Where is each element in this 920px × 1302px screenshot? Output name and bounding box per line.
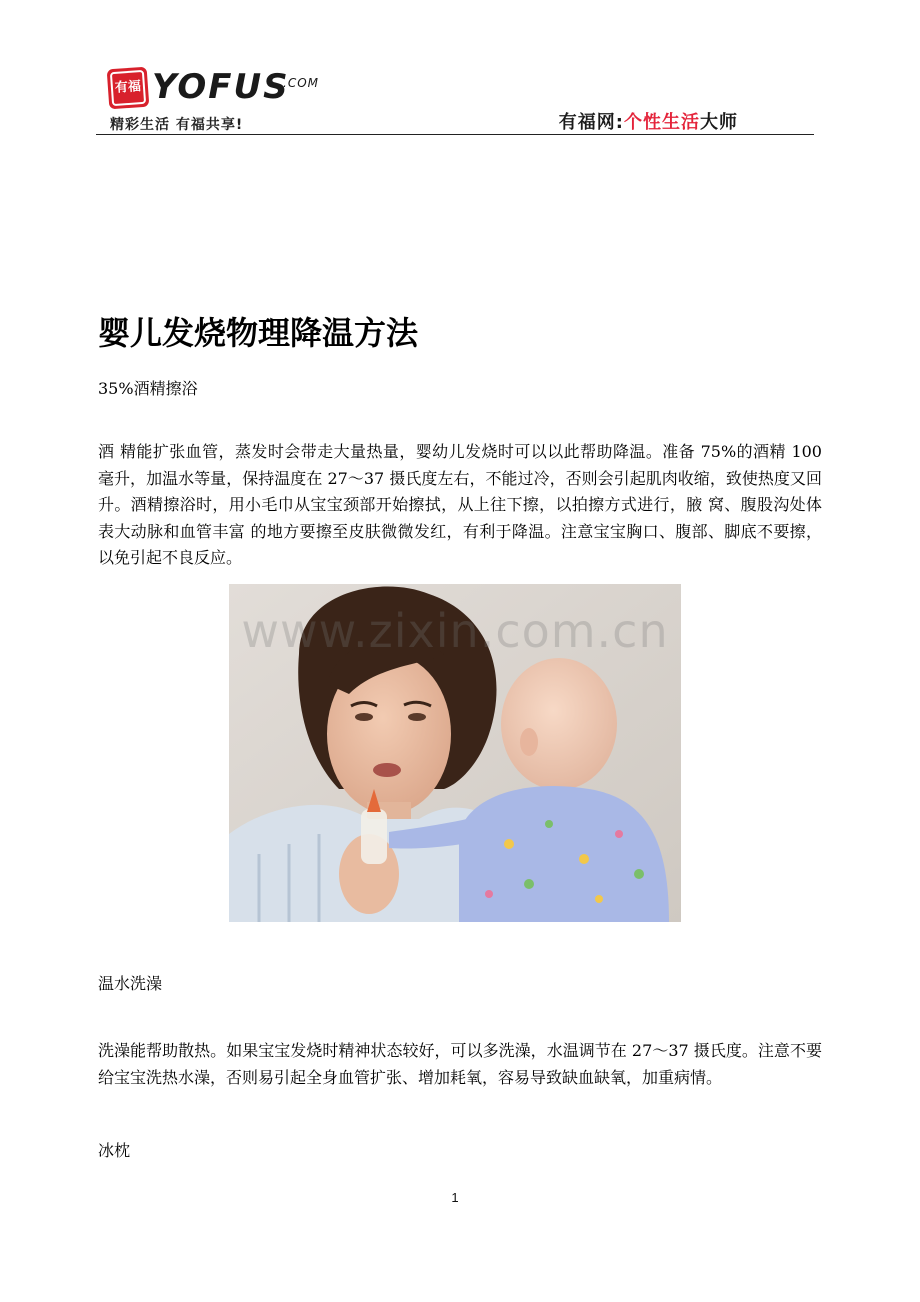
- header-tagline-suffix: 大师: [700, 112, 738, 133]
- section-heading-alcohol-rub: 35%酒精擦浴: [98, 379, 198, 398]
- header-tagline: [559, 108, 738, 134]
- article-title: 婴儿发烧物理降温方法: [98, 314, 419, 352]
- yofus-seal-logo-icon: [107, 67, 150, 110]
- mother-baby-photo: [229, 584, 681, 922]
- page-number: 1: [451, 1190, 459, 1205]
- section-body-alcohol-rub: 酒 精能扩张血管，蒸发时会带走大量热量，婴幼儿发烧时可以以此帮助降温。准备 75%的酒精 100 毫升，加温水等量，保持温度在 27～37 摄氏度左右，不能过冷，否则会引起肌肉收缩，致使热度又回升。酒精擦浴时，用小毛巾从宝宝颈部开始擦拭，从上往下擦，以拍擦方式进行，腋 窝、腹股沟处体表大动脉和血管丰富 的地方要擦至皮肤微微发红，有利于降温。注意宝宝胸口、腹部、脚底不要擦，以免引起不良反应。: [98, 442, 822, 567]
- logo-domain-suffix: .COM: [283, 76, 319, 90]
- section-heading-warm-bath: 温水洗澡: [98, 974, 163, 993]
- photo-watermark: www.zixin.com.cn: [241, 604, 669, 658]
- header-tagline-prefix: 有福网:: [558, 112, 624, 133]
- logo-slogan: 精彩生活 有福共享!: [110, 117, 244, 133]
- header-divider: [96, 134, 814, 135]
- section-heading-ice-pillow: 冰枕: [98, 1141, 131, 1160]
- section-body-warm-bath: 洗澡能帮助散热。如果宝宝发烧时精神状态较好，可以多洗澡，水温调节在 27～37 摄氏度。注意不要给宝宝洗热水澡，否则易引起全身血管扩张、增加耗氧，容易导致缺血缺氧，加重病情。: [98, 1041, 822, 1087]
- header-tagline-accent: 个性生活: [624, 112, 700, 133]
- page-header: [96, 62, 814, 136]
- logo-wordmark: YOFUS: [152, 67, 290, 107]
- seal-text: 有福: [110, 70, 146, 106]
